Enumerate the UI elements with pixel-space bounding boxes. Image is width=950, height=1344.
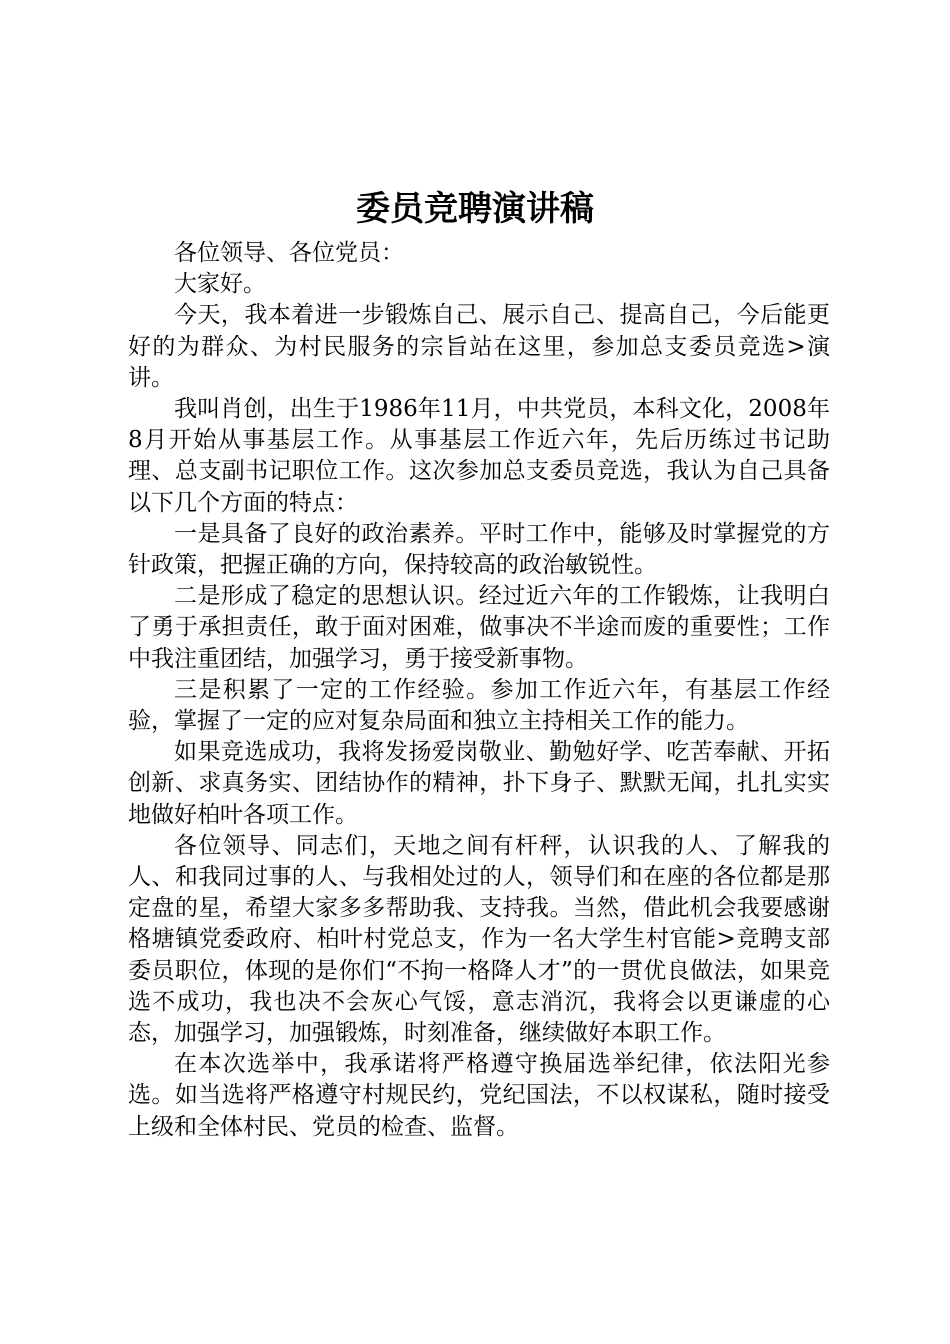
document-title: 委员竞聘演讲稿 [356, 189, 594, 229]
paragraph-commitment: 如果竞选成功，我将发扬爱岗敬业、勤勉好学、吃苦奉献、开拓创新、求真务实、团结协作的精神，扑下身子、默默无闻，扎扎实实地做好柏叶各项工作。 [128, 739, 830, 828]
document-body [128, 238, 830, 1143]
paragraph-point-three: 三是积累了一定的工作经验。参加工作近六年，有基层工作经验，掌握了一定的应对复杂局面和独立主持相关工作的能力。 [128, 676, 830, 735]
paragraph-self-introduction: 我叫肖创，出生于1986年11月，中共党员，本科文化，2008年8月开始从事基层工作。从事基层工作近六年，先后历练过书记助理、总支副书记职位工作。这次参加总支委员竞选，我认为自己具备以下几个方面的特点： [128, 396, 830, 516]
paragraph-point-one: 一是具备了良好的政治素养。平时工作中，能够及时掌握党的方针政策，把握正确的方向，保持较高的政治敏锐性。 [128, 520, 830, 579]
paragraph-thanks: 各位领导、同志们，天地之间有杆秤，认识我的人、了解我的人、和我同过事的人、与我相处过的人，领导们和在座的各位都是那定盘的星，希望大家多多帮助我、支持我。当然，借此机会我要感谢格塘镇党委政府、柏叶村党总支，作为一名大学生村官能>竞聘支部委员职位，体现的是你们“不拘一格降人才”的一贯优良做法，如果竞选不成功，我也决不会灰心气馁，意志消沉，我将会以更谦虚的心态，加强学习，加强锻炼，时刻准备，继续做好本职工作。 [128, 832, 830, 1047]
paragraph-pledge: 在本次选举中，我承诺将严格遵守换届选举纪律，依法阳光参选。如当选将严格遵守村规民约，党纪国法，不以权谋私，随时接受上级和全体村民、党员的检查、监督。 [128, 1051, 830, 1140]
paragraph-salutation: 各位领导、各位党员： [174, 240, 404, 266]
paragraph-purpose: 今天，我本着进一步锻炼自己、展示自己、提高自己，今后能更好的为群众、为村民服务的宗旨站在这里，参加总支委员竞选>演讲。 [128, 302, 830, 391]
paragraph-point-two: 二是形成了稳定的思想认识。经过近六年的工作锻炼，让我明白了勇于承担责任，敢于面对困难，做事决不半途而废的重要性；工作中我注重团结，加强学习，勇于接受新事物。 [128, 583, 830, 672]
paragraph-greeting: 大家好。 [174, 271, 266, 298]
